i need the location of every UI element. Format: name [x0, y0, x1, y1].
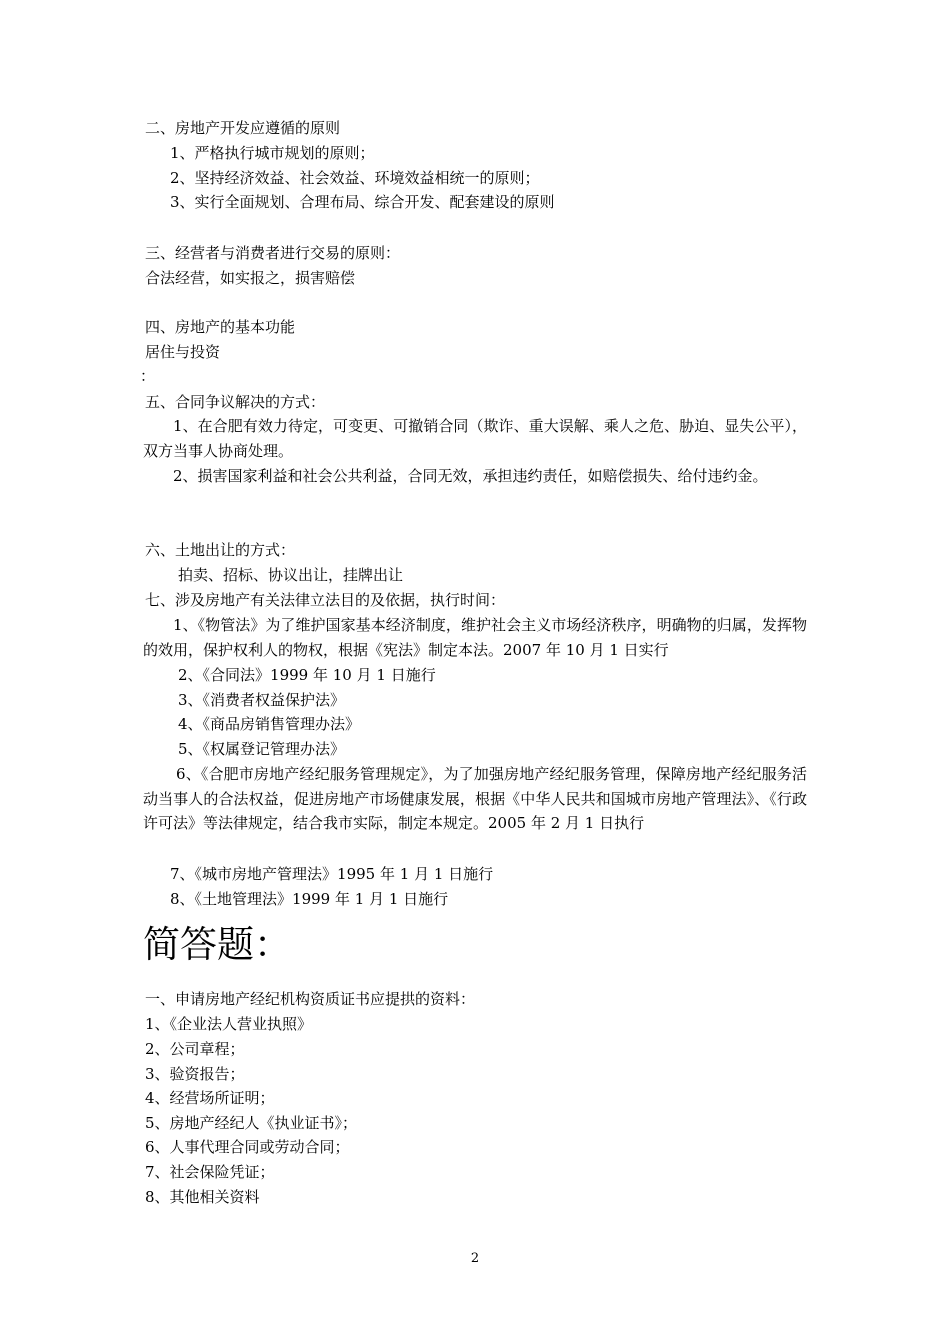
question-1-item-6: 6、人事代理合同或劳动合同；	[145, 1138, 350, 1156]
short-answer-title: 简答题：	[143, 923, 291, 966]
section-7-item-7: 7、《城市房地产管理法》1995 年 1 月 1 日施行	[170, 865, 494, 883]
question-1-item-4: 4、经营场所证明；	[145, 1089, 275, 1107]
stray-colon: ：	[140, 367, 156, 385]
section-7-item-6: 6、《合肥市房地产经纪服务管理规定》，为了加强房地产经纪服务管理，保障房地产经纪服务活动当事人的合法权益，促进房地产市场健康发展，根据《中华人民共和国城市房地产管理法》、《行政许可法》等法律规定，结合我市实际，制定本规定。2005 年 2 月 1 日执行	[143, 765, 807, 832]
section-6-body: 拍卖、招标、协议出让，挂牌出让	[178, 566, 404, 584]
question-1-item-5: 5、房地产经纪人《执业证书》；	[145, 1114, 358, 1132]
question-1-item-3: 3、验资报告；	[145, 1065, 245, 1083]
section-5-item-1: 1、在合肥有效力待定，可变更、可撤销合同（欺诈、重大误解、乘人之危、胁迫、显失公平），双方当事人协商处理。	[143, 417, 807, 460]
section-2-item-3: 3、实行全面规划、合理布局、综合开发、配套建设的原则	[170, 193, 555, 211]
section-2-item-1: 1、严格执行城市规划的原则；	[170, 144, 375, 162]
question-1-item-8: 8、其他相关资料	[145, 1188, 260, 1206]
section-5-item-2: 2、损害国家利益和社会公共利益，合同无效，承担违约责任，如赔偿损失、给付违约金。	[173, 467, 768, 485]
section-4-body: 居住与投资	[145, 343, 221, 361]
question-1-item-7: 7、社会保险凭证；	[145, 1163, 275, 1181]
section-7-item-5: 5、《权属登记管理办法》	[178, 740, 346, 758]
section-5-heading: 五、合同争议解决的方式：	[145, 393, 326, 411]
section-3-body: 合法经营，如实报之，损害赔偿	[145, 269, 356, 287]
section-7-item-3: 3、《消费者权益保护法》	[178, 691, 346, 709]
section-4-heading: 四、房地产的基本功能	[145, 318, 296, 336]
section-7-item-2: 2、《合同法》1999 年 10 月 1 日施行	[178, 666, 436, 684]
page-number: 2	[470, 1251, 480, 1266]
section-2-item-2: 2、坚持经济效益、社会效益、环境效益相统一的原则；	[170, 169, 540, 187]
section-7-item-4: 4、《商品房销售管理办法》	[178, 715, 361, 733]
question-1-item-2: 2、公司章程；	[145, 1040, 245, 1058]
section-6-heading: 六、土地出让的方式：	[145, 541, 296, 559]
section-7-heading: 七、涉及房地产有关法律立法目的及依据，执行时间：	[145, 591, 506, 609]
question-1-item-1: 1、《企业法人营业执照》	[145, 1015, 313, 1033]
section-3-heading: 三、经营者与消费者进行交易的原则：	[145, 244, 401, 262]
section-7-item-8: 8、《土地管理法》1999 年 1 月 1 日施行	[170, 890, 449, 908]
section-2-heading: 二、房地产开发应遵循的原则	[145, 119, 341, 137]
section-7-item-1: 1、《物管法》为了维护国家基本经济制度，维护社会主义市场经济秩序，明确物的归属，发挥物的效用，保护权利人的物权，根据《宪法》制定本法。2007 年 10 月 1 日实行	[143, 616, 807, 659]
question-1-heading: 一、申请房地产经纪机构资质证书应提拱的资料：	[145, 990, 476, 1008]
